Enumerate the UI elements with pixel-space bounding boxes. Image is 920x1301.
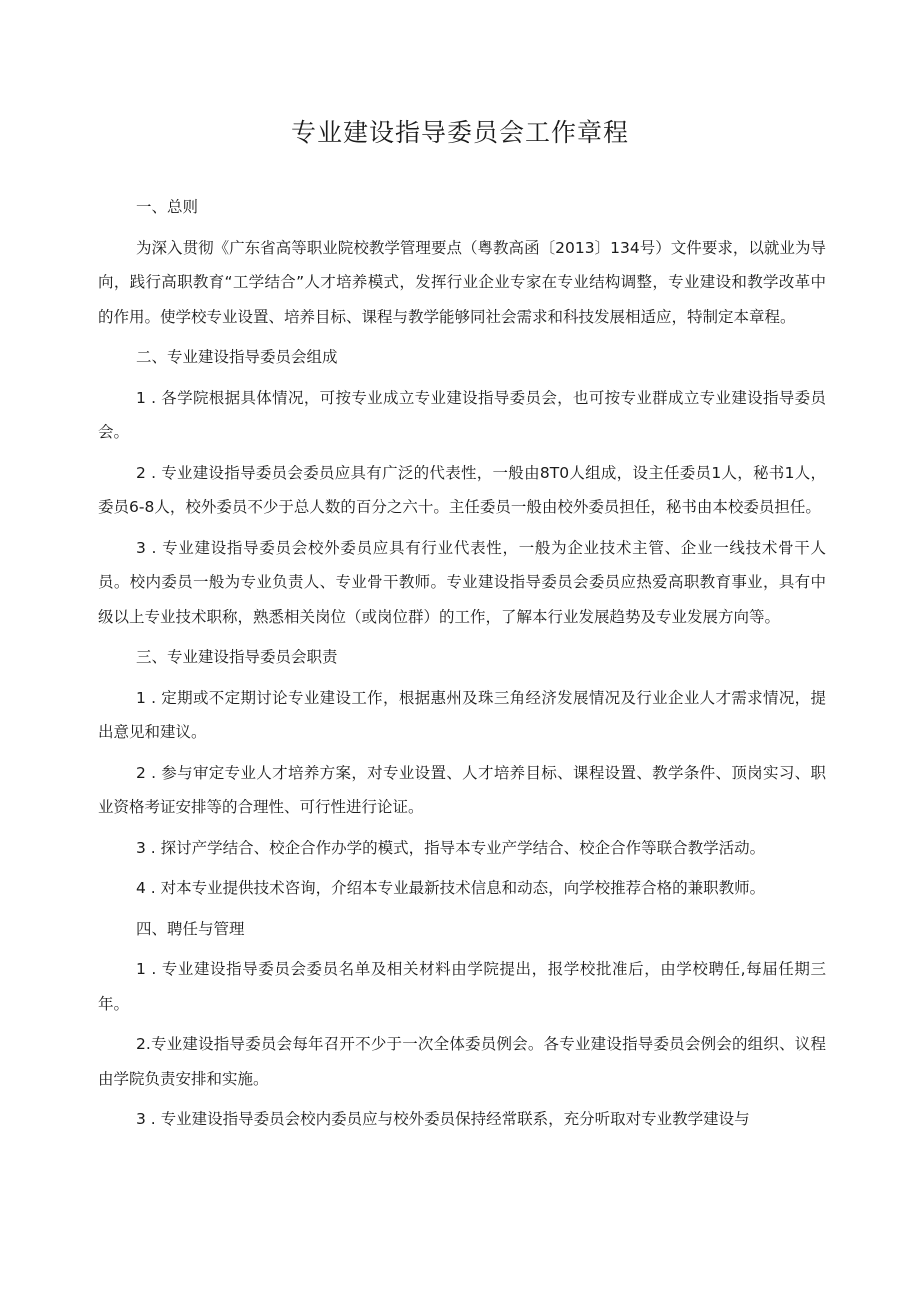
section-heading: 二、专业建设指导委员会组成: [136, 348, 338, 366]
paragraph: 1 . 专业建设指导委员会委员名单及相关材料由学院提出，报学校批准后，由学校聘任,每届任期三年。: [98, 960, 826, 1013]
document-body: [98, 190, 826, 1143]
paragraph: 2.专业建设指导委员会每年召开不少于一次全体委员例会。各专业建设指导委员会例会的组织、议程由学院负责安排和实施。: [98, 1035, 826, 1088]
paragraph: 2 . 参与审定专业人才培养方案，对专业设置、人才培养目标、课程设置、教学条件、顶岗实习、职业资格考证安排等的合理性、可行性进行论证。: [98, 763, 826, 816]
paragraph: 3 . 探讨产学结合、校企合作办学的模式，指导本专业产学结合、校企合作等联合教学活动。: [136, 838, 766, 857]
paragraph: 4 . 对本专业提供技术咨询，介绍本专业最新技术信息和动态，向学校推荐合格的兼职教师。: [136, 879, 766, 897]
paragraph: 1 . 定期或不定期讨论专业建设工作，根据惠州及珠三角经济发展情况及行业企业人才需求情况，提出意见和建议。: [98, 688, 826, 741]
paragraph: 1 . 各学院根据具体情况，可按专业成立专业建设指导委员会，也可按专业群成立专业建设指导委员会。: [98, 388, 826, 441]
paragraph: 2 . 专业建设指导委员会委员应具有广泛的代表性，一般由8T0人组成，设主任委员1人，秘书1人，委员6-8人，校外委员不少于总人数的百分之六十。主任委员一般由校外委员担任，秘书由本校委员担任。: [98, 463, 826, 516]
section-heading: 三、专业建设指导委员会职责: [136, 648, 338, 666]
paragraph: 为深入贯彻《广东省高等职业院校教学管理要点（粤教高函〔2013〕134号）文件要求，以就业为导向，践行高职教育“工学结合”人才培养模式，发挥行业企业专家在专业结构调整，专业建设和教学改革中的作用。使学校专业设置、培养目标、课程与教学能够同社会需求和科技发展相适应，特制定本章程。: [98, 238, 826, 326]
paragraph: 3 . 专业建设指导委员会校外委员应具有行业代表性，一般为企业技术主管、企业一线技术骨干人员。校内委员一般为专业负责人、专业骨干教师。专业建设指导委员会委员应热爱高职教育事业，具有中级以上专业技术职称，熟悉相关岗位（或岗位群）的工作，了解本行业发展趋势及专业发展方向等。: [98, 538, 826, 626]
paragraph: 3 . 专业建设指导委员会校内委员应与校外委员保持经常联系，充分听取对专业教学建设与: [136, 1110, 750, 1128]
section-heading: 一、总则: [136, 198, 199, 216]
document-title: 专业建设指导委员会工作章程: [290, 118, 629, 147]
section-heading: 四、聘任与管理: [136, 919, 245, 938]
